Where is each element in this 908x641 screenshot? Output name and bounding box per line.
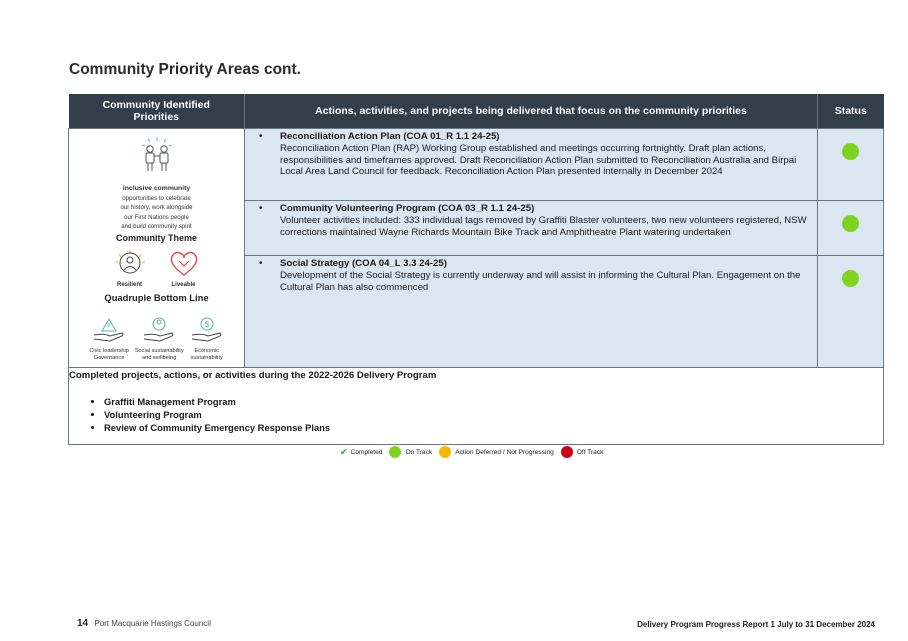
priority-table — [68, 94, 884, 445]
header-status: Status — [818, 94, 884, 129]
legend-completed — [340, 447, 382, 458]
theme-resilient-label: Resilient — [116, 281, 142, 288]
page-title: Community Priority Areas cont. — [69, 61, 301, 78]
priority-panel — [69, 129, 245, 368]
qbl-economic-line1: Economic — [194, 348, 219, 355]
status-legend — [340, 446, 610, 458]
status-dot-on-track — [842, 143, 859, 160]
community-theme-label: Community Theme — [115, 232, 197, 243]
page-number: 14 — [77, 618, 89, 629]
status-cell — [818, 256, 884, 368]
civic-leadership-hand-icon — [92, 315, 126, 343]
header-actions: Actions, activities, and projects being delivered that focus on the community priorities — [245, 94, 818, 129]
community-line: and build community spirit — [121, 223, 192, 231]
theme-liveable — [166, 249, 202, 289]
action-body: Volunteer activities included: 333 individual tags removed by Graffiti Blaster volunteers, two new volunteers registered, NSW corrections maintained Wayne Richards Mountain Bike Track and Amphitheatre Plant watering undertaken — [280, 214, 807, 238]
theme-resilient — [112, 249, 148, 289]
legend-dot-off-track — [561, 446, 573, 458]
action-title: Reconciliation Action Plan (COA 01_R 1.1 24-25) — [280, 131, 500, 142]
legend-on-track — [389, 446, 432, 458]
check-icon: ✔ — [340, 446, 348, 457]
report-title: Delivery Program Progress Report 1 July to 31 December 2024 — [637, 620, 875, 629]
community-description — [69, 184, 244, 232]
footer-left — [77, 618, 211, 629]
qbl-civic-leadership — [89, 315, 128, 361]
list-item: • Volunteering Program — [104, 408, 883, 421]
svg-text:$: $ — [204, 320, 209, 330]
legend-dot-on-track — [389, 446, 401, 458]
action-cell — [245, 201, 818, 256]
list-item: • Review of Community Emergency Response Plans — [104, 421, 883, 434]
qbl-icons — [69, 315, 244, 361]
qbl-civic-line1: Civic leadership — [89, 348, 129, 355]
completed-heading: Completed projects, actions, or activities during the 2022-2026 Delivery Program — [69, 370, 437, 381]
legend-label: Completed — [350, 448, 383, 456]
legend-label: Off Track — [576, 448, 604, 456]
theme-icons — [69, 249, 244, 289]
status-dot-on-track — [842, 215, 859, 232]
legend-deferred — [439, 446, 554, 458]
legend-dot-deferred — [439, 446, 451, 458]
action-body: Reconciliation Action Plan (RAP) Working Group established and meetings occurring fortnightly. Draft plan actions, responsibilities and timeframes approved. Draft Reconciliation Action Plan submitted to Reconciliation Australia and Birpai Local Area Land Council for feedback. Reconciliation Action Plan presented internally in December 2024 — [280, 142, 797, 178]
completed-list — [69, 395, 883, 434]
legend-off-track — [561, 446, 604, 458]
header-priorities: Community Identified Priorities — [69, 94, 245, 129]
bullet: • — [259, 131, 263, 142]
action-body: Development of the Social Strategy is currently underway and will assist in informing the Cultural Plan. Engagement on the Cultural Plan has also commenced — [280, 269, 801, 293]
qbl-social-line1: Social sustainability — [134, 348, 184, 355]
list-item: • Graffiti Management Program — [104, 395, 883, 408]
status-cell — [818, 201, 884, 256]
action-cell — [245, 256, 818, 368]
quadruple-bottom-line-label: Quadruple Bottom Line — [104, 292, 209, 304]
action-cell — [245, 129, 818, 201]
completed-cell — [69, 368, 884, 445]
qbl-civic-line2: Governance — [93, 354, 125, 361]
social-sustainability-hand-icon — [142, 315, 176, 343]
qbl-economic-line2: sustainability — [190, 354, 223, 361]
status-cell — [818, 129, 884, 201]
table-row — [69, 129, 884, 201]
theme-liveable-label: Liveable — [171, 281, 196, 288]
table-header-row — [69, 94, 884, 129]
community-line: inclusive community — [122, 185, 191, 192]
qbl-social-line2: and wellbeing — [142, 354, 177, 361]
qbl-economic-sustainability — [190, 315, 224, 361]
legend-label: On Track — [405, 448, 433, 456]
council-name: Port Macquarie Hastings Council — [94, 619, 211, 628]
liveable-heart-icon — [166, 249, 202, 277]
action-title: Community Volunteering Program (COA 03_R 1.1 24-25) — [280, 203, 535, 214]
legend-label: Action Deferred / Not Progressing — [455, 448, 554, 456]
qbl-social-sustainability — [135, 315, 184, 361]
economic-sustainability-hand-icon — [190, 315, 224, 343]
resilient-sun-person-icon — [112, 249, 148, 277]
inclusive-community-icon — [69, 135, 244, 180]
community-line: our history, work alongside — [120, 204, 193, 212]
bullet: • — [259, 203, 263, 214]
community-line: our First Nations people — [124, 213, 189, 221]
community-line: opportunities to celebrate — [122, 194, 191, 202]
action-title: Social Strategy (COA 04_L 3.3 24-25) — [280, 258, 447, 269]
bullet: • — [259, 258, 263, 269]
completed-row — [69, 368, 884, 445]
status-dot-on-track — [842, 270, 859, 287]
